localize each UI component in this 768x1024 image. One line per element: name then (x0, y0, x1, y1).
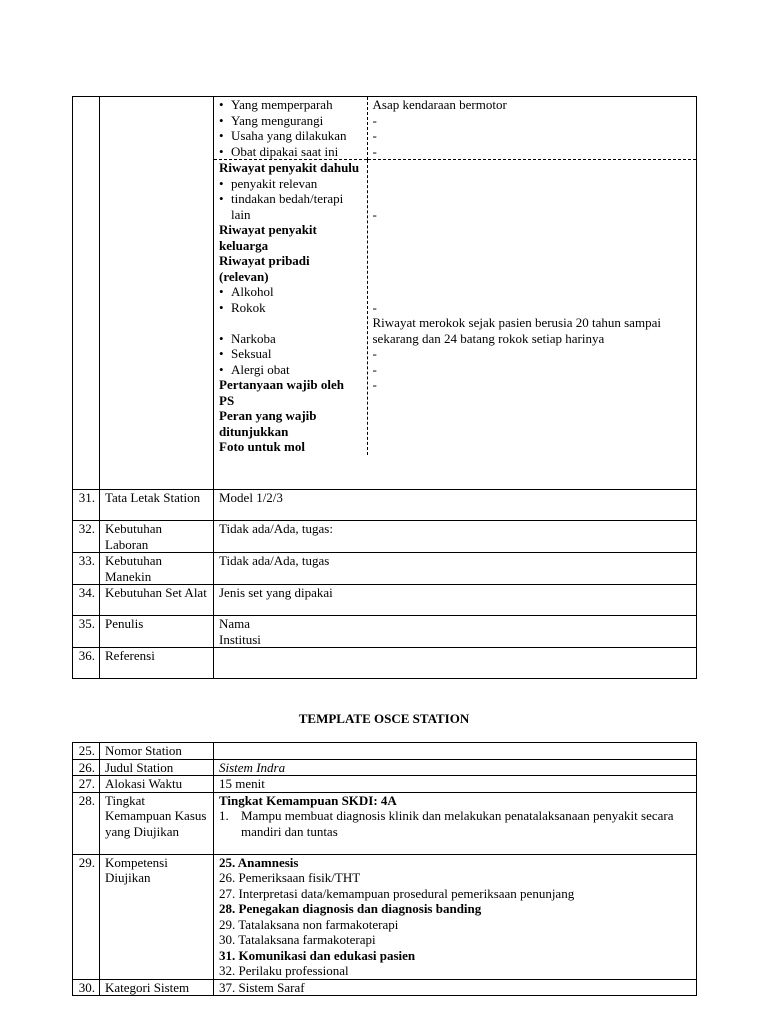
table-row (73, 616, 697, 648)
row-number: 29. (73, 854, 100, 979)
past-right (367, 160, 696, 455)
history-row (73, 97, 697, 490)
table-row (73, 776, 697, 793)
personal-seksual: • Seksual (219, 346, 362, 362)
row-value: Sistem Indra (214, 759, 697, 776)
table-row (73, 553, 697, 585)
history-item-2: • Usaha yang dilakukan (219, 128, 362, 144)
personal-alkohol: • Alkohol (219, 284, 362, 300)
history-row-1 (214, 97, 696, 160)
personal-rokok: • Rokok (219, 300, 362, 316)
bottom-table (72, 742, 697, 996)
row-number: 25. (73, 743, 100, 760)
history-left (214, 97, 367, 160)
row-value: Jenis set yang dipakai (214, 585, 697, 616)
family-heading: Riwayat penyakit keluarga (219, 222, 317, 253)
competency-item: 31. Komunikasi dan edukasi pasien (219, 947, 416, 963)
past-item-bedah: • tindakan bedah/terapi lain (219, 191, 362, 222)
competency-item: 30. Tatalaksana farmakoterapi (219, 932, 376, 947)
row-value-2: Institusi (219, 631, 261, 647)
row-number: 27. (73, 776, 100, 793)
row-label: Tingkat Kemampuan Kasus yang Diujikan (100, 792, 214, 854)
row-number: 32. (73, 521, 100, 553)
history-inner-table (214, 97, 696, 455)
personal-alergi: • Alergi obat (219, 362, 362, 378)
competency-cell (214, 854, 697, 979)
skdi-heading: Tingkat Kemampuan SKDI: 4A (219, 792, 397, 808)
history-value-0: Asap kendaraan bermotor (372, 97, 507, 112)
table-row (73, 743, 697, 760)
row-number: 36. (73, 648, 100, 679)
row-value: Nama (219, 616, 251, 631)
past-left (214, 160, 367, 455)
history-item-3: • Obat dipakai saat ini (219, 144, 362, 160)
row-label: Kompetensi Diujikan (100, 854, 214, 979)
table-row (73, 521, 697, 553)
alkohol-value: - (372, 299, 377, 315)
history-value-1: - (372, 112, 377, 128)
table-row (73, 490, 697, 521)
row-label: Kebutuhan Set Alat (100, 585, 214, 616)
row-value (214, 648, 697, 679)
row-number: 33. (73, 553, 100, 585)
rokok-value: Riwayat merokok sejak pasien berusia 20 tahun sampai sekarang dan 24 batang rokok setiap harinya (372, 315, 661, 346)
alergi-value: - (372, 377, 377, 392)
row-number: 35. (73, 616, 100, 648)
row-number: 34. (73, 585, 100, 616)
competency-item: 28. Penegakan diagnosis dan diagnosis banding (219, 901, 482, 916)
top-table (72, 96, 697, 679)
row-value: Model 1/2/3 (214, 490, 697, 521)
row-number: 26. (73, 759, 100, 776)
row-value: 37. Sistem Saraf (214, 979, 697, 996)
row-label: Referensi (100, 648, 214, 679)
row-label: Tata Letak Station (100, 490, 214, 521)
row-value: Tidak ada/Ada, tugas (214, 553, 697, 585)
past-item-relevan: • penyakit relevan (219, 176, 362, 192)
row-value: 15 menit (214, 776, 697, 793)
competency-item: 26. Pemeriksaan fisik/THT (219, 870, 361, 885)
history-item-0: • Yang memperparah (219, 97, 362, 113)
history-value-2: - (372, 128, 377, 143)
section-title: TEMPLATE OSCE STATION (298, 711, 470, 726)
competency-item: 32. Perilaku professional (219, 963, 349, 978)
photo-heading: Foto untuk mol (219, 439, 305, 454)
skdi-item (219, 808, 691, 839)
competency-item: 25. Anamnesis (219, 854, 299, 870)
row-value-cell (214, 616, 697, 648)
row-label: Kategori Sistem (100, 979, 214, 996)
row-number: 28. (73, 792, 100, 854)
past-history-row (214, 160, 696, 455)
row-label: Alokasi Waktu (100, 776, 214, 793)
personal-narkoba: • Narkoba (219, 331, 362, 347)
row-number: 30. (73, 979, 100, 996)
past-heading: Riwayat penyakit dahulu (219, 160, 360, 175)
past-bedah-value: - (372, 206, 377, 222)
skdi-item-number: 1. (219, 808, 229, 823)
row-label: Kebutuhan Laboran (100, 521, 214, 553)
competency-item: 27. Interpretasi data/kemampuan prosedural pemeriksaan penunjang (219, 885, 575, 901)
row-label: Judul Station (100, 759, 214, 776)
table-row (73, 854, 697, 979)
table-row (73, 648, 697, 679)
personal-heading: Riwayat pribadi (relevan) (219, 253, 310, 284)
table-row (73, 585, 697, 616)
skdi-item-text: Mampu membuat diagnosis klinik dan melakukan penatalaksanaan penyakit secara mandiri dan tuntas (241, 808, 674, 839)
history-label-cell (100, 97, 214, 490)
history-no-cell (73, 97, 100, 490)
mandatory-role-heading: Peran yang wajib ditunjukkan (219, 408, 317, 439)
history-item-1: • Yang mengurangi (219, 113, 362, 129)
narkoba-value: - (372, 346, 377, 361)
row-value (214, 743, 697, 760)
table-row (73, 979, 697, 996)
table-row (73, 792, 697, 854)
history-value-3: - (372, 143, 377, 159)
history-content-cell (214, 97, 697, 490)
row-label: Penulis (100, 616, 214, 648)
row-label: Nomor Station (100, 743, 214, 760)
competency-item: 29. Tatalaksana non farmakoterapi (219, 916, 399, 932)
row-value: Tidak ada/Ada, tugas: (214, 521, 697, 553)
row-number: 31. (73, 490, 100, 521)
history-right (367, 97, 696, 160)
seksual-value: - (372, 361, 377, 377)
table-row (73, 759, 697, 776)
mandatory-questions-heading: Pertanyaan wajib oleh PS (219, 377, 344, 408)
row-label: Kebutuhan Manekin (100, 553, 214, 585)
row-value-cell (214, 792, 697, 854)
